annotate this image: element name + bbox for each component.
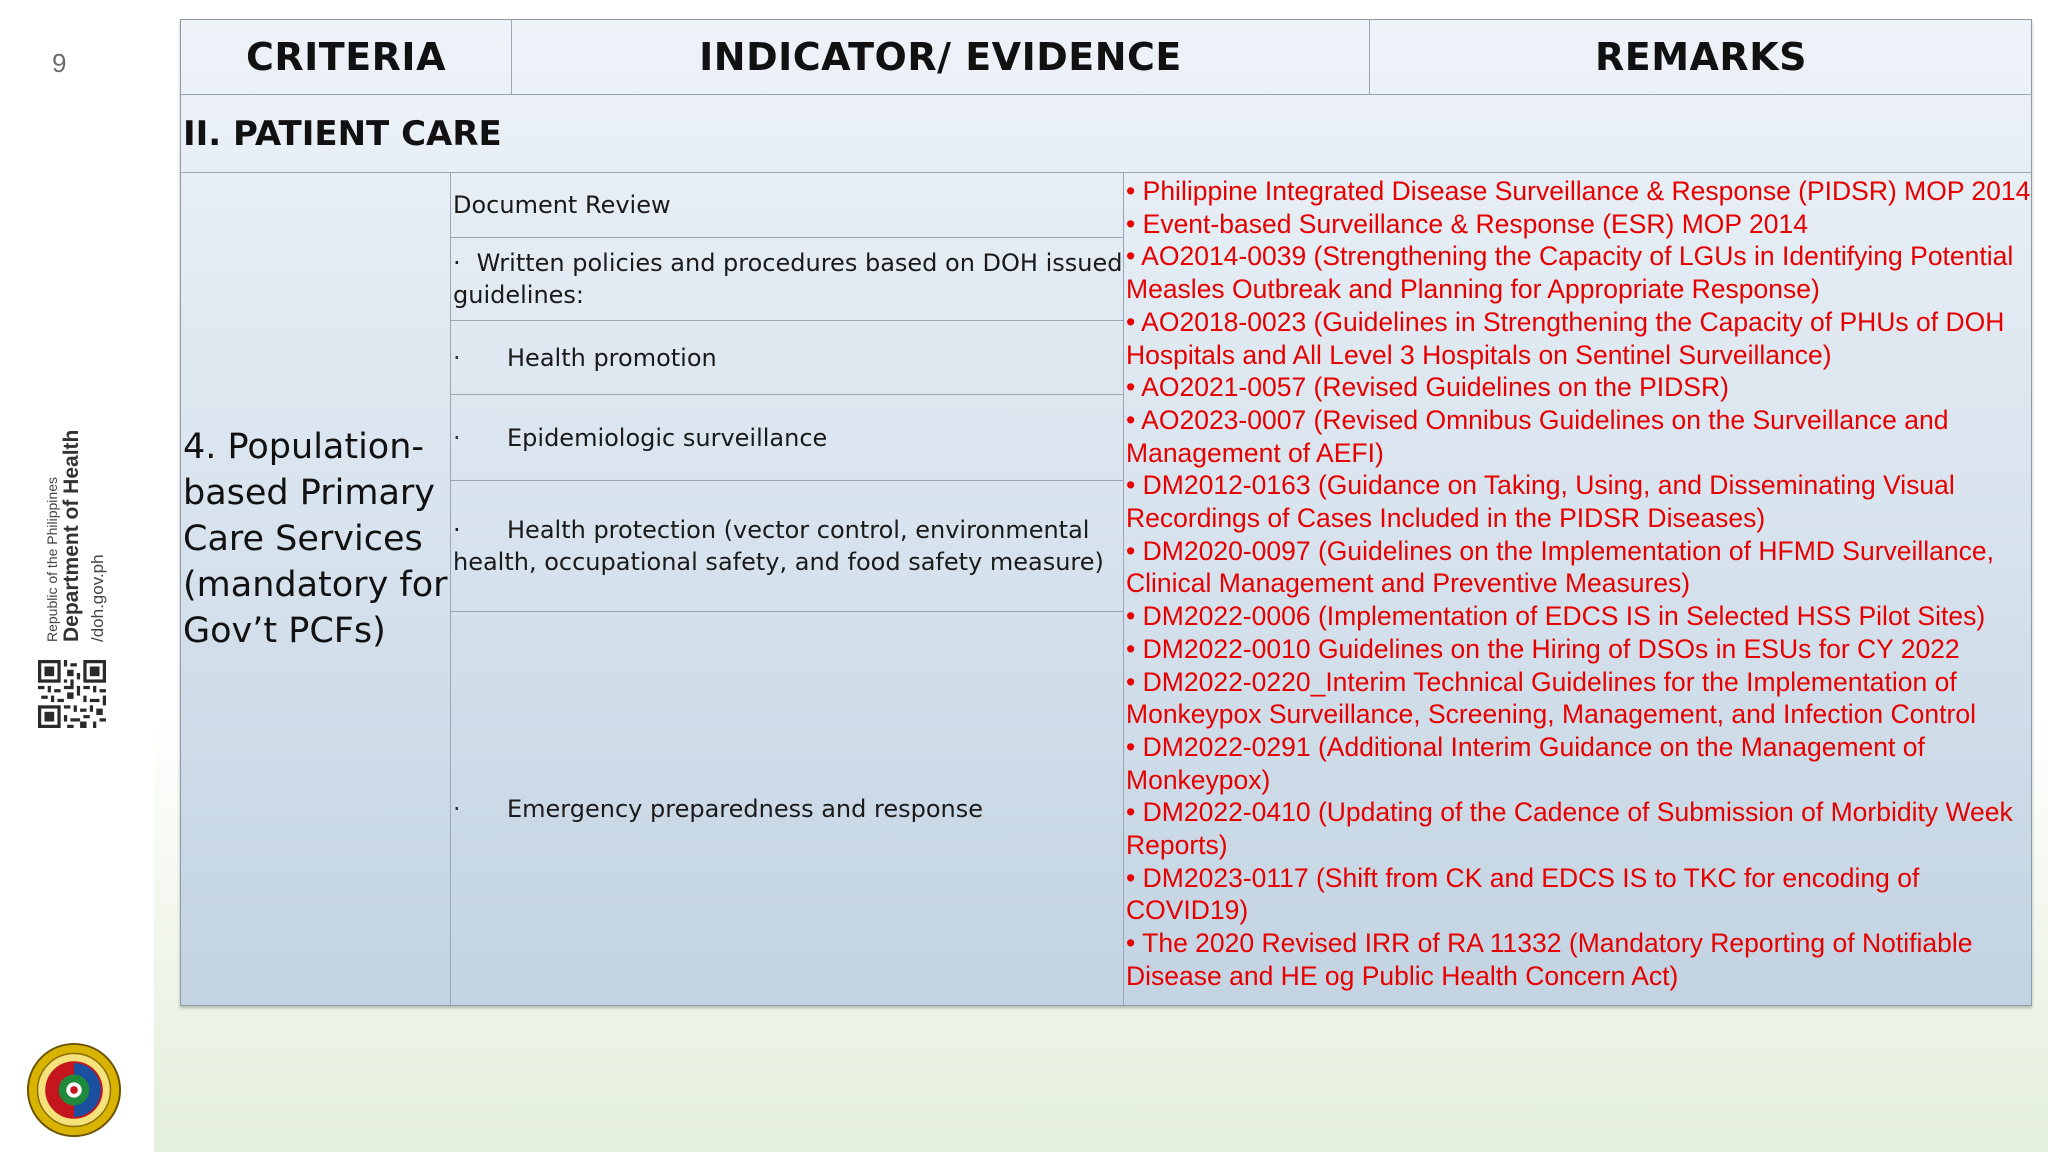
written-policies-text: Written policies and procedures based on DOH issued guidelines: — [453, 249, 1123, 309]
header-remarks: REMARKS — [1370, 20, 2032, 95]
page-number: 9 — [52, 48, 67, 78]
remark-item: • Philippine Integrated Disease Surveillance & Response (PIDSR) MOP 2014 — [1126, 176, 2031, 206]
remark-item: • DM2020-0097 (Guidelines on the Implementation of HFMD Surveillance, Clinical Management and Preventive Measures) — [1126, 535, 1995, 599]
remark-item: • DM2022-0410 (Updating of the Cadence of Submission of Morbidity Week Reports) — [1126, 797, 2013, 861]
bullet-glyph: · — [453, 423, 461, 452]
brand-department-text: Department of Health — [60, 429, 83, 642]
remark-item: • AO2023-0007 (Revised Omnibus Guidelines on the Surveillance and Management of AEFI) — [1126, 404, 1949, 468]
remark-item: • DM2023-0117 (Shift from CK and EDCS IS to TKC for encoding of COVID19) — [1126, 862, 1920, 926]
indicator-text: Epidemiologic surveillance — [507, 423, 828, 452]
indicator-health-promotion — [451, 321, 1123, 395]
remark-item: • Event-based Surveillance & Response (ESR) MOP 2014 — [1126, 208, 1808, 239]
brand-republic-text: Republic of the Philippines — [44, 477, 60, 642]
indicator-health-protection — [451, 481, 1123, 612]
remark-item: • DM2022-0220_Interim Technical Guidelines for the Implementation of Monkeypox Surveillance, Screening, Management, and Infection Control — [1126, 666, 1976, 730]
criteria-text: 4. Population-based Primary Care Services (mandatory for Gov’t PCFs) — [183, 426, 448, 651]
bullet-glyph: · — [453, 795, 461, 823]
remarks-list — [1126, 175, 2032, 993]
remarks-column — [1124, 173, 2032, 1006]
indicator-written-policies — [451, 238, 1123, 321]
indicator-column — [451, 173, 1124, 1006]
qr-code-icon — [38, 660, 106, 728]
doh-branding — [0, 420, 154, 750]
left-branding-strip — [0, 0, 154, 1152]
bullet-glyph: · — [453, 249, 461, 277]
remark-item: • DM2012-0163 (Guidance on Taking, Using, and Disseminating Visual Recordings of Cases Included in the PIDSR Diseases) — [1126, 470, 1955, 534]
criteria-table — [180, 19, 2032, 1006]
header-criteria: CRITERIA — [181, 20, 512, 95]
indicator-text — [453, 514, 1123, 578]
remark-item: • DM2022-0291 (Additional Interim Guidance on the Management of Monkeypox) — [1126, 731, 1925, 795]
remark-item: • AO2018-0023 (Guidelines in Strengthening the Capacity of PHUs of DOH Hospitals and All Level 3 Hospitals on Sentinel Surveillance) — [1126, 306, 2005, 370]
health-protection-text: Health protection (vector control, environmental health, occupational safety, and food safety measure) — [453, 516, 1104, 576]
indicator-epidemiologic-surveillance — [451, 395, 1123, 481]
criteria-cell — [181, 173, 451, 1006]
brand-url-text: /doh.gov.ph — [88, 554, 107, 642]
header-indicator-evidence: INDICATOR/ EVIDENCE — [512, 20, 1370, 95]
remark-item: • AO2014-0039 (Strengthening the Capacity of LGUs in Identifying Potential Measles Outbreak and Planning for Appropriate Response) — [1126, 241, 2014, 305]
indicator-text: Document Review — [453, 191, 671, 219]
bullet-glyph: · — [453, 516, 461, 544]
remark-item: • The 2020 Revised IRR of RA 11332 (Mandatory Reporting of Notifiable Disease and HE og Public Health Concern Act) — [1126, 928, 1973, 991]
indicator-text — [453, 247, 1123, 311]
indicator-text: Health promotion — [507, 343, 717, 372]
remark-item: • DM2022-0006 (Implementation of EDCS IS in Selected HSS Pilot Sites) — [1126, 601, 1986, 632]
section-title: II. PATIENT CARE — [181, 95, 2032, 173]
indicator-emergency-preparedness — [451, 612, 1123, 1006]
remark-item: • DM2022-0010 Guidelines on the Hiring of DSOs in ESUs for CY 2022 — [1126, 633, 1960, 664]
remark-item: • AO2021-0057 (Revised Guidelines on the PIDSR) — [1126, 372, 1729, 403]
bullet-glyph: · — [453, 343, 461, 372]
indicator-text: Emergency preparedness and response — [507, 795, 984, 823]
doh-seal-icon — [26, 1042, 122, 1138]
indicator-document-review — [451, 173, 1123, 238]
